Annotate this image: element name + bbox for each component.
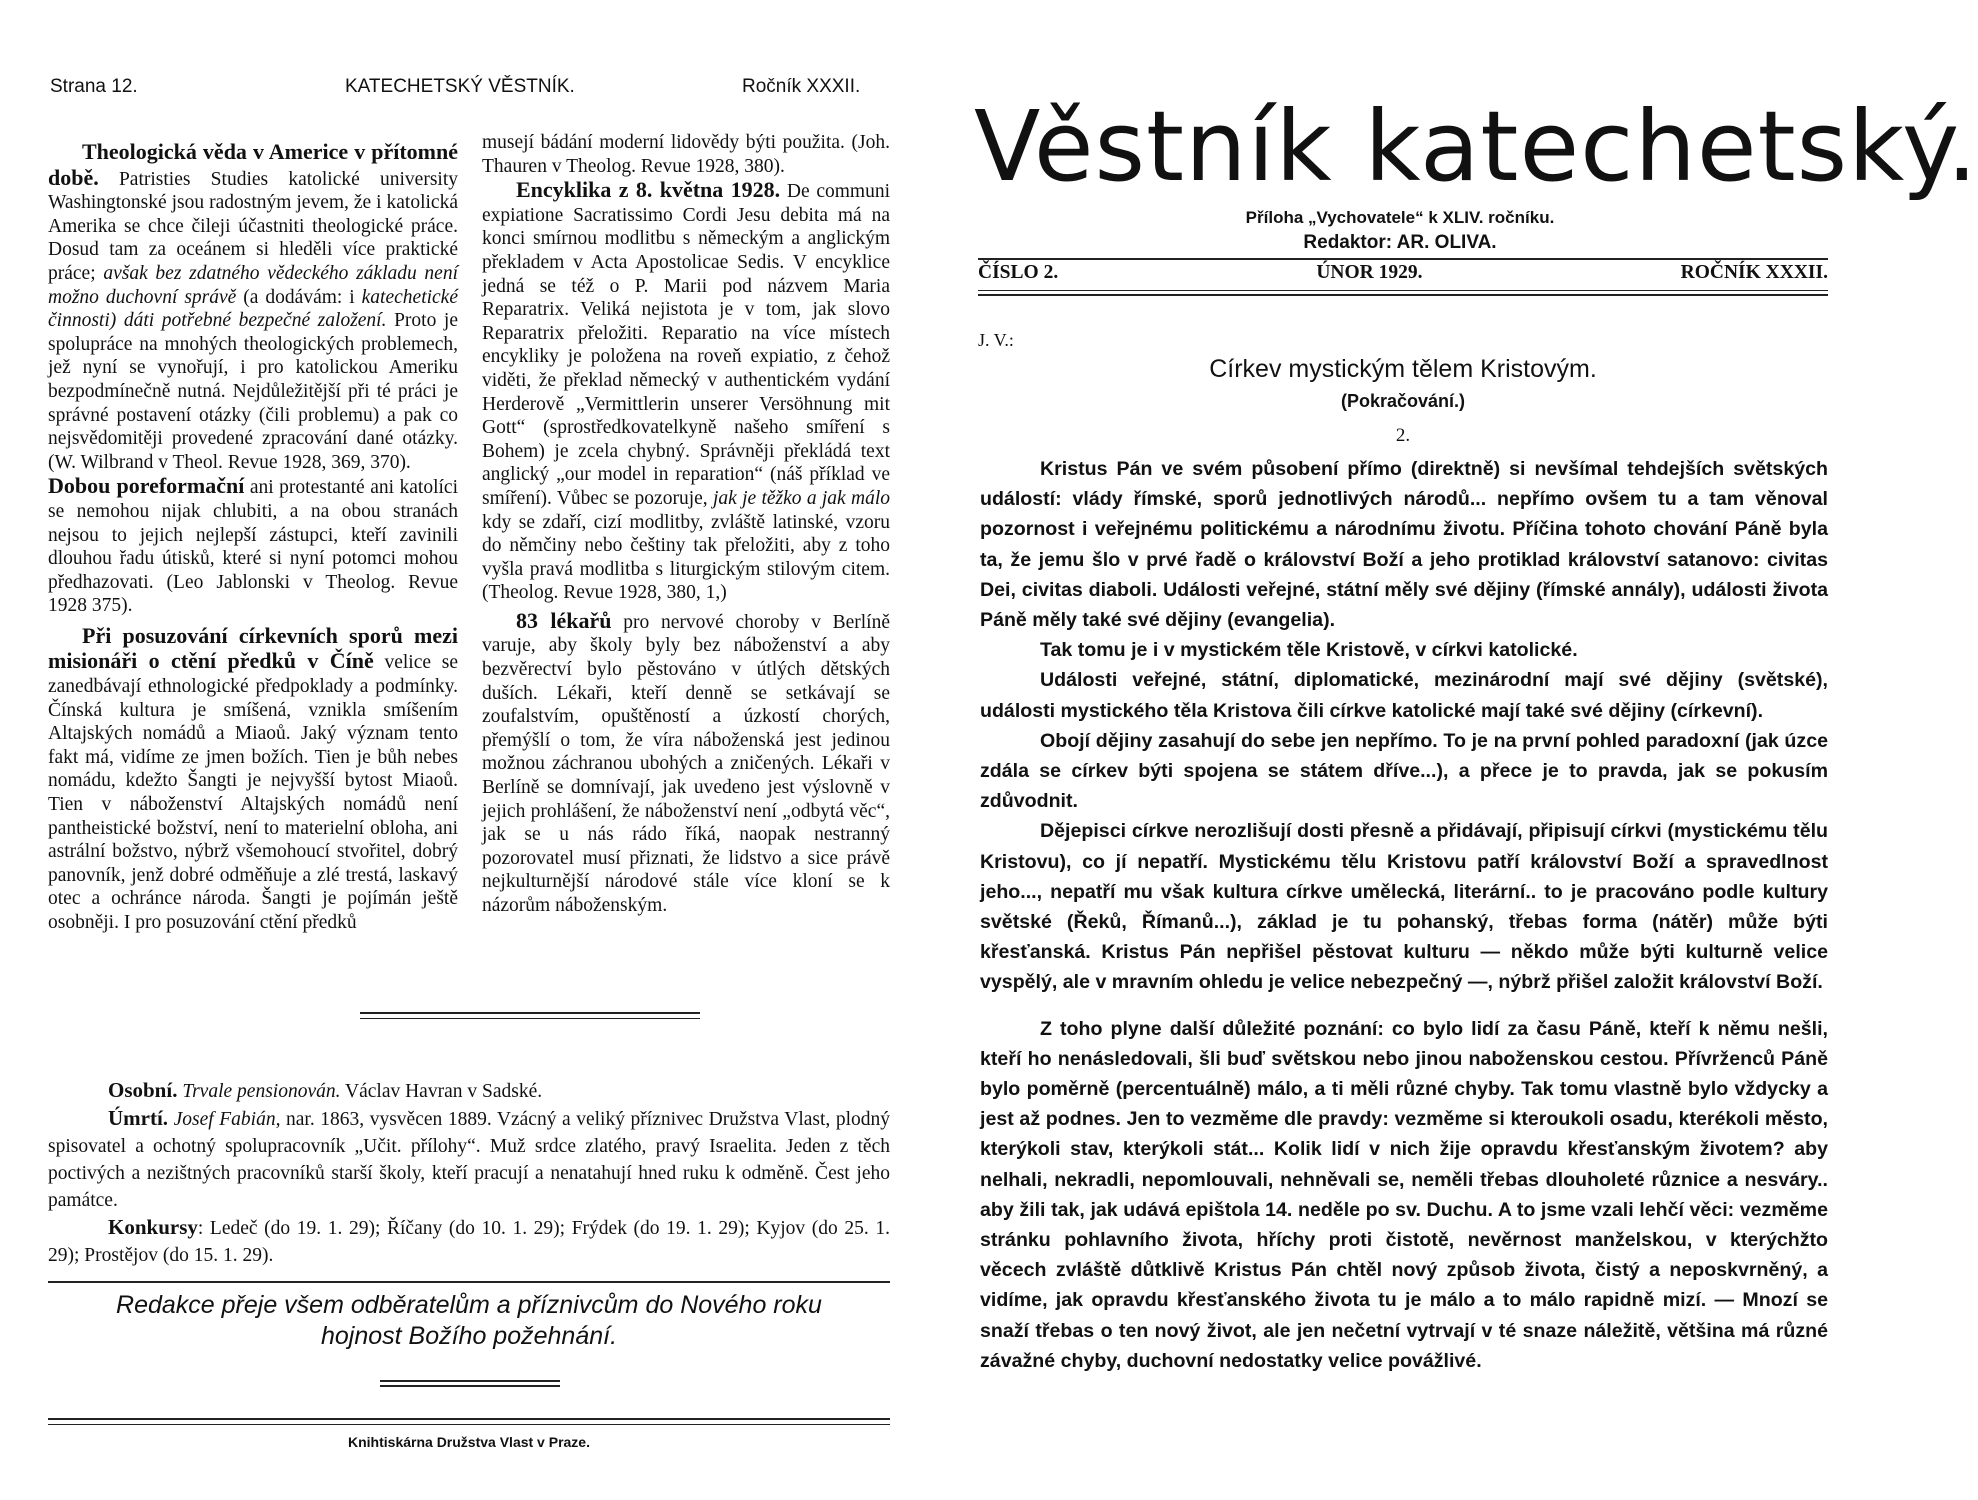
notice-italic: Trvale pensionován.	[182, 1081, 341, 1102]
article-author: J. V.:	[978, 330, 1014, 350]
issue-volume: ROČNÍK XXXII.	[1680, 262, 1828, 283]
left-page	[0, 0, 930, 1500]
left-column-2	[482, 131, 890, 918]
article-paragraph: Dějepisci církve nerozlišují dosti přesně a přidávají, připisují církvi (mystickému tělu Kristovu), co jí nepatří. Mystickému tělu Kristovu patří království Boží a spravedlnost jeho..., nepatří mu však kultura církve umělecká, literární.. to je pracováno podle kultury světské (Řeků, Římanů...), základ je tu pohanský, třebas forma (nátěr) může býti křesťanská. Kristus Pán nepřišel pěstovat kulturu — někdo může býti kulturně velice vyspělý, ale v mravním ohledu je velice nebezpečný —, nýbrž přišel založit království Boží.	[980, 820, 1828, 994]
section-text: pro nervové choroby v Berlíně varuje, aby školy byly bez náboženství a aby bezvěrectví bylo pěstováno v útlých dětských duších. Lékaři, kteří denně se setkávají se zoufalstvím, opuštěností a úzkostí chorých, přemýšlí o tom, že víra náboženská jest jedinou možnou záchranou ubohých a zničených. Lékaři v Berlíně se domnívají, jak uvedeno jest výslovně v jejich prohlášení, že náboženství není „odbytá věc“, jak se u nás rádo říká, naopak nestranný pozorovatel musí přiznati, že lidstvo a sice právě nejkulturnější národové stále více kloní se k názorům náboženským.	[482, 611, 890, 916]
article-paragraph: Tak tomu je i v mystickém těle Kristově, v církvi katolické.	[1040, 639, 1578, 662]
notice-text: : Ledeč (do 19. 1. 29); Říčany (do 10. 1. 29); Frýdek (do 19. 1. 29); Kyjov (do 25. 1. 29); Prostějov (do 15. 1. 29).	[48, 1218, 890, 1266]
issue-number: ČÍSLO 2.	[978, 262, 1059, 283]
running-head: KATECHETSKÝ VĚSTNÍK.	[345, 76, 575, 97]
right-page	[930, 0, 1978, 1500]
editor-line: Redaktor: AR. OLIVA.	[1303, 232, 1497, 253]
divider	[978, 258, 1828, 260]
section-title: Encyklika z 8. května 1928.	[516, 177, 781, 203]
notice-death	[48, 1105, 890, 1214]
article-paragraph: Obojí dějiny zasahují do sebe jen nepřímo. To je na první pohled paradoxní (jak úzce zdála se církev býti spojena se státem dříve...), a přece je to pravda, jak se pokusím zdůvodnit.	[980, 729, 1828, 813]
section-italic: jak je těžko a jak málo	[712, 487, 890, 509]
new-year-wish	[48, 1290, 890, 1352]
section-text: velice se zanedbávají ethnologické předpoklady a podmínky. Čínská kultura je smíšená, vznikla smíšením Altajských nomádů a Miaoů. Jaký význam tento fakt má, vidíme ze jmen božích. Tien je bůh nebes nomádu, kdežto Šangti je nejvyšší bytost Miaoů. Tien v náboženství Altajských nomádů není pantheistické božství, není to materielní obloha, ani astrální božstvo, nýbrž všemohoucí stvořitel, dobrý panovník, jenž dobré odměňuje a zlé trestá, laskavý otec a ochránce národa. Šangti je pojímán ještě osobněji. I pro posuzování ctění předků	[48, 652, 458, 933]
notice-text: Václav Havran v Sadské.	[340, 1081, 543, 1102]
section-title: Theologická věda v Americe v přítomné době.	[48, 139, 458, 190]
masthead: Věstník katechetský.	[974, 90, 1978, 203]
article-subtitle: (Pokračování.)	[1340, 391, 1466, 411]
section-doctors	[482, 609, 890, 918]
supplement-line: Příloha „Vychovatele“ k XLIV. ročníku.	[1245, 208, 1555, 227]
divider	[360, 1018, 700, 1019]
page-number: Strana 12.	[50, 76, 138, 97]
section-text: (a dodávám: i	[236, 286, 362, 308]
article-title: Církev mystickým tělem Kristovým.	[1209, 355, 1597, 383]
article-paragraph: Kristus Pán ve svém působení přímo (direktně) si nevšímal tehdejších světských událostí: vlády římské, sporů jednotlivých národů... nepřímo ovšem tu a tam věnoval pozornost i veřejnému politickému a národnímu životu. Příčina tohoto chování Páně byla ta, že jemu šlo v prvé řadě o království Boží a jeho protiklad království satanovo: civitas Dei, civitas diaboli. Události veřejné, státní měly své dějiny (římské annály), události života Páně měly také své dějiny (evangelia).	[980, 458, 1828, 632]
divider	[978, 294, 1828, 296]
section-encyclical	[482, 178, 890, 605]
section-text: ani protestanté ani katolíci se nemohou nijak chlubiti, a na obou stranách nejsou to jejich nejlepší zástupci, kteří zavinili dlouhou řadu útisků, které si nyní potomci mohou předhazovati. (Leo Jablonski v Theolog. Revue 1928 375).	[48, 477, 458, 617]
section-title: Při posuzování církevních sporů mezi misionáři o ctění předků v Číně	[48, 622, 458, 674]
section-text: Proto je spolupráce na mnohých theologických problemech, jež nyní se vynořují, i pro katolickou Ameriku bezpodmínečně nutná. Nejdůležitější při té práci je správné postavení otázky (čili problemu) a pak co nejsvědomitěji provedené zpracování dané otázky. (W. Wilbrand v Theol. Revue 1928, 369, 370).	[48, 310, 458, 473]
divider	[48, 1418, 890, 1420]
article-paragraph: Události veřejné, státní, diplomatické, mezinárodní mají své dějiny (světské), události mystického těla Kristova čili církve katolické mají také své dějiny (církevní).	[980, 669, 1828, 722]
wish-line: hojnost Božího požehnání.	[320, 1322, 618, 1350]
divider	[48, 1424, 890, 1425]
article-paragraph: Z toho plyne další důležité poznání: co bylo lidí za času Páně, kteří k němu nešli, kteří ho nenásledovali, šli buď světskou nebo jinou naboženskou cestou. Přívrženců Páně bylo poměrně (percentuálně) málo, a ti měli různé chyby. Tak tomu vlastně bylo vždycky a jest až podnes. Jen to vezměme dle pravdy: vezměme si kteroukoli osadu, kterékoli město, kterýkoli stav, kterýkoli stát... Kolik lidí v nich žije opravdu křesťanským životem? aby nelhali, nekradli, nepomlouvali, nehněvali se, neměli třebas dlouholeté různice a nesváry.. aby žili tak, jak udává epištola 14. neděle po sv. Duchu. A to jsme vzali lehčí věci: vezměme stránku pohlavního života, hříchy proti čistotě, nevěrnost manželskou, v kterýchžto věcech zvláště důtklivě Kristus Pán chtěl nový způsob života, čistý a neposkvrněný, a vidíme, jak opravdu křesťanského života tu je málo a to málo rapidně mizí. — Mnozí se snaží třebas o ten nový život, ale jen nečetní vytrvají v té snaze náležitě, většina má různé závažné chyby, duchovní nedostatky velice povážlivé.	[980, 1017, 1828, 1372]
volume-label: Ročník XXXII.	[742, 76, 861, 97]
notice-contests	[48, 1214, 890, 1269]
divider	[978, 290, 1828, 291]
notice-label: Úmrtí.	[108, 1106, 169, 1130]
notice-italic: Josef Fabián,	[173, 1109, 281, 1130]
notice-label: Osobní.	[108, 1078, 178, 1102]
notices	[48, 1077, 890, 1269]
printer-imprint: Knihtiskárna Družstva Vlast v Praze.	[348, 1434, 590, 1450]
article-section-number: 2.	[1395, 425, 1411, 446]
notice-text: nar. 1863, vysvěcen 1889. Vzácný a veliký příznivec Družstva Vlast, plodný spisovatel a ochotný spolupracovník „Učit. přílohy“. Muž srdce zlatého, pravý Israelita. Jeden z těch poctivých a nezištných pracovníků starší školy, kteří pracují a nenatahují hned ruku k odměně. Čest jeho památce.	[48, 1109, 890, 1211]
section-post-reformation	[48, 474, 458, 618]
continuation-text: musejí bádání moderní lidovědy býti použita. (Joh. Thauren v Theolog. Revue 1928, 380).	[482, 132, 890, 177]
notice-label: Konkursy	[108, 1215, 198, 1239]
notice-personal	[48, 1077, 890, 1105]
section-italic: avšak bez zdatného vědeckého základu není možno duchovní správě	[48, 262, 458, 308]
wish-line: Redakce přeje všem odběratelům a příznivcům do Nového roku	[116, 1291, 822, 1319]
section-theology	[48, 140, 458, 474]
section-title: 83 lékařů	[516, 607, 612, 633]
divider	[360, 1012, 700, 1014]
section-italic: katechetické činnosti) dáti potřebné bezpečné založení.	[48, 286, 458, 332]
left-column-1	[48, 140, 458, 935]
article-body	[980, 454, 1828, 1376]
issue-row	[978, 262, 1828, 284]
section-text: kdy se zdaří, cizí modlitby, zvláště latinské, vzoru do němčiny nebo češtiny tak přeložiti, aby z toho vyšla pravá modlitba s liturgickým stilovým citem. (Theolog. Revue 1928, 380, 1,)	[482, 511, 890, 604]
divider	[48, 1281, 890, 1283]
divider	[380, 1380, 560, 1382]
divider	[380, 1385, 560, 1387]
section-title: Dobou poreformační	[48, 473, 245, 499]
section-text: Patristies Studies katolické university Washingtonské jsou radostným jevem, že i katolická Amerika se chce čileji účastniti theologické práce. Dosud tam za oceánem si hleděli více praktické práce;	[48, 168, 458, 284]
issue-date: ÚNOR 1929.	[1316, 262, 1423, 283]
section-china	[48, 624, 458, 935]
section-text: De communi expiatione Sacratissimo Cordi Jesu debita má na konci smírnou modlitbu s německým a anglickým překladem v Acta Apostolicae Sedis. V encyklice jedná se též o P. Marii pod názvem Maria Reparatrix. Veliká nejistota je v tom, jak slovo Reparatrix přeložiti. Reparatio na více místech encykliky je položena na roveň expiatio, z čehož viděti, že překlad německý v authentickém vydání Herderově „Vermittlerin unserer Versöhnung mit Gott“ (sprostředkovatelkyně našeho smíření s Bohem) je zcela chybný. Správněji překládá text anglický „our model in reparation“ (náš příklad ve smíření). Vůbec se pozoruje,	[482, 181, 890, 509]
